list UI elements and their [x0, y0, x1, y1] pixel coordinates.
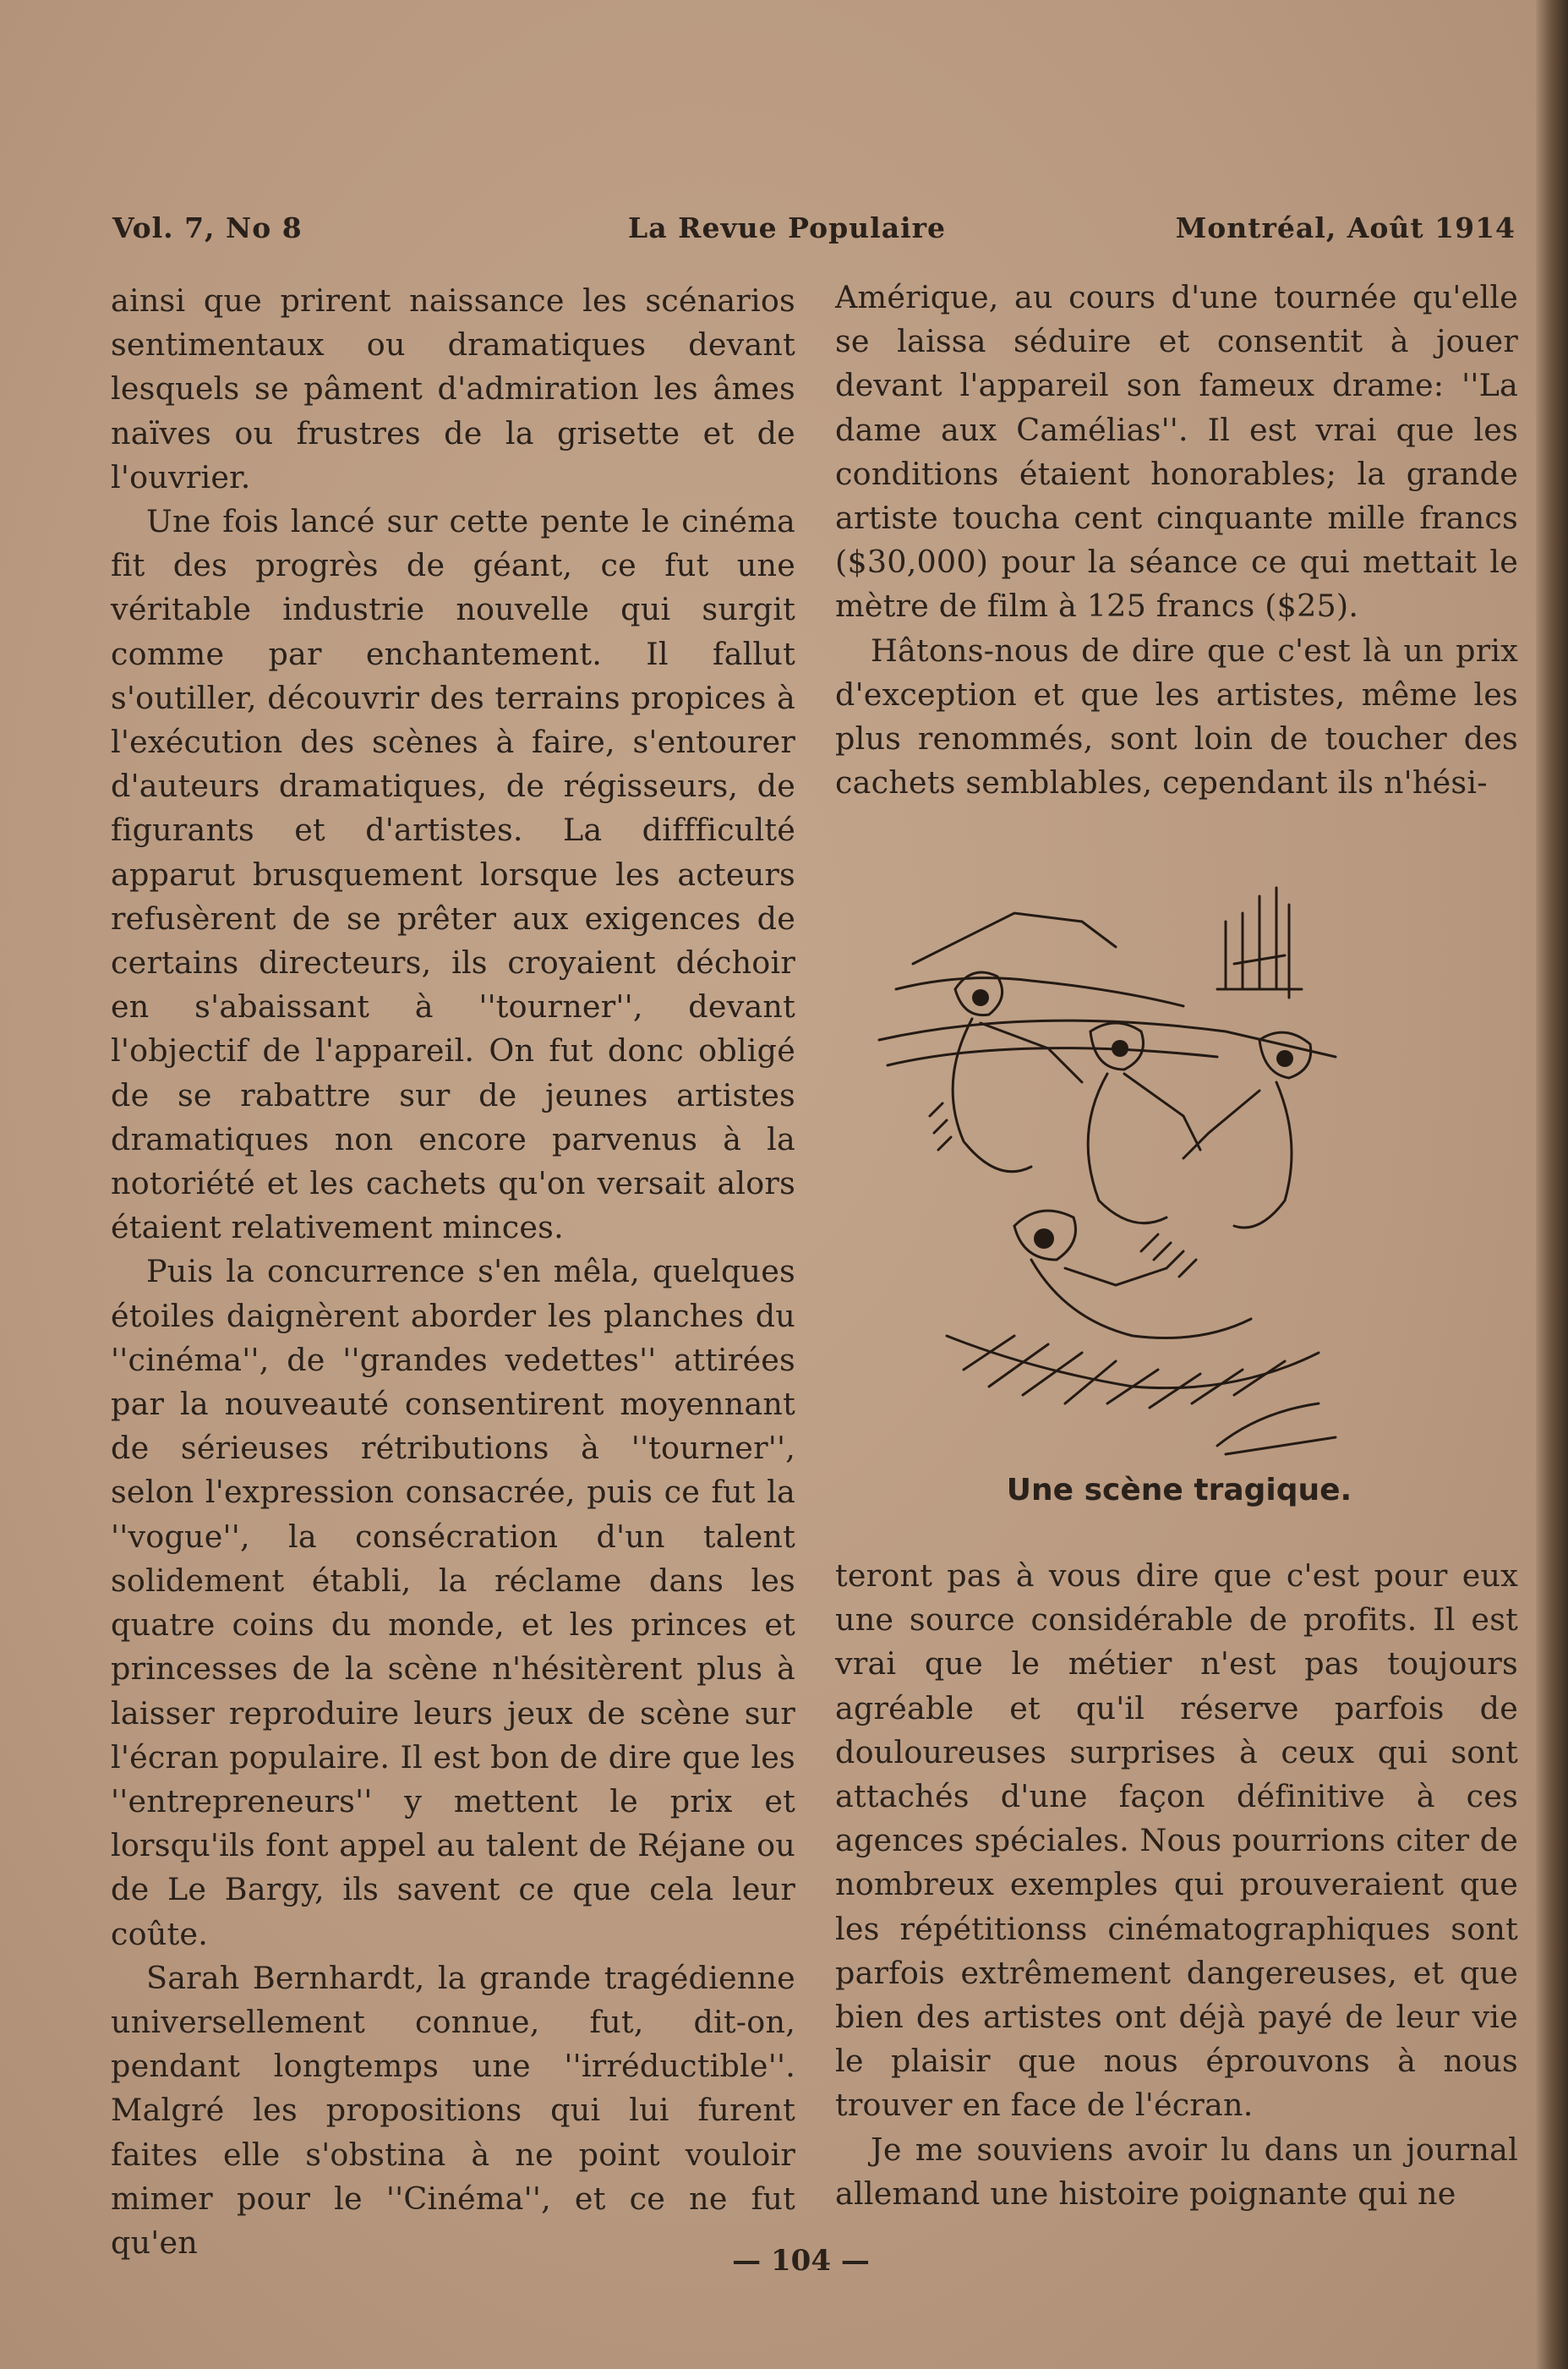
paragraph: ainsi que prirent naissance les scénarios sentimentaux ou dramatiques devant lesquels se pâment d'admiration les âmes naïves ou frustres de la grisette et de l'ouvrier.: [111, 282, 795, 495]
figure-caption: Une scène tragique.: [1006, 1473, 1352, 1507]
page-binding-edge: [1536, 0, 1568, 2369]
page-number: — 104 —: [732, 2244, 870, 2278]
paragraph: Amérique, au cours d'une tournée qu'elle se laissa séduire et consentit à jouer devant l'appareil son fameux drame: ''La dame aux Camélias''. Il est vrai que les conditions étaient honorables; la grande artiste toucha cent cinquante mille francs ($30,000) pour la séance ce qui mettait le mètre de film à 125 francs ($25).: [835, 279, 1518, 625]
scene-illustration: [862, 862, 1386, 1471]
paragraph: Puis la concurrence s'en mêla, quelques étoiles daignèrent aborder les planches du ''cinéma'', de ''grandes vedettes'' attirées par la nouveauté consentirent moyennant de sérieuses rétributions à ''tourner'', selon l'expression consacrée, puis ce fut la ''vogue'', la consécration d'un talent solidement établi, la réclame dans les quatre coins du monde, et les princes et princesses de la scène n'hésitèrent plus à laisser reproduire leurs jeux de scène sur l'écran populaire. Il est bon de dire que les ''entrepreneurs'' y mettent le prix et lorsqu'ils font appel au talent de Réjane ou de Le Bargy, ils savent ce que cela leur coûte.: [111, 1253, 795, 1952]
paragraph: Une fois lancé sur cette pente le cinéma fit des progrès de géant, ce fut une véritable industrie nouvelle qui surgit comme par enchantement. Il fallut s'outiller, découvrir des terrains propices à l'exécution des scènes à faire, s'entourer d'auteurs dramatiques, de régisseurs, de figurants et d'artistes. La diffficulté apparut brusquement lorsque les acteurs refusèrent de se prêter aux exigences de certains directeurs, ils croyaient déchoir en s'abaissant à ''tourner'', devant l'objectif de l'appareil. On fut donc obligé de se rabattre sur de jeunes artistes dramatiques non encore parvenus à la notoriété et les cachets qu'on versait alors étaient relativement minces.: [111, 503, 795, 1246]
paragraph: Sarah Bernhardt, la grande tragédienne universellement connue, fut, dit-on, pendant longtemps une ''irréductible''. Malgré les propositions qui lui furent faites elle s'obstina à ne point vouloir mimer pour le ''Cinéma'', et ce ne fut qu'en: [111, 1959, 795, 2261]
right-column-bottom: [835, 1554, 1518, 2216]
paragraph: teront pas à vous dire que c'est pour eux une source considérable de profits. Il est vrai que le métier n'est pas toujours agréable et qu'il réserve parfois de douloureuses surprises à ceux qui sont attachés d'une façon définitive à ces agences spéciales. Nous pourrions citer de nombreux exemples qui prouveraient que les répétitionss cinématographiques sont parfois extrêmement dangereuses, et que bien des artistes ont déjà payé de leur vie le plaisir que nous éprouvons à nous trouver en face de l'écran.: [835, 1557, 1518, 2124]
left-column: [111, 279, 795, 2265]
publication-date: Montréal, Août 1914: [1175, 211, 1516, 244]
right-column-top: [835, 276, 1518, 805]
page-header: [112, 211, 1516, 249]
publication-title: La Revue Populaire: [628, 211, 946, 244]
paragraph: Hâtons-nous de dire que c'est là un prix d'exception et que les artistes, même les plus renommés, sont loin de toucher des cachets semblables, cependant ils n'hési-: [835, 632, 1518, 802]
paragraph: Je me souviens avoir lu dans un journal allemand une histoire poignante qui ne: [835, 2131, 1518, 2212]
volume-number: Vol. 7, No 8: [112, 211, 303, 244]
